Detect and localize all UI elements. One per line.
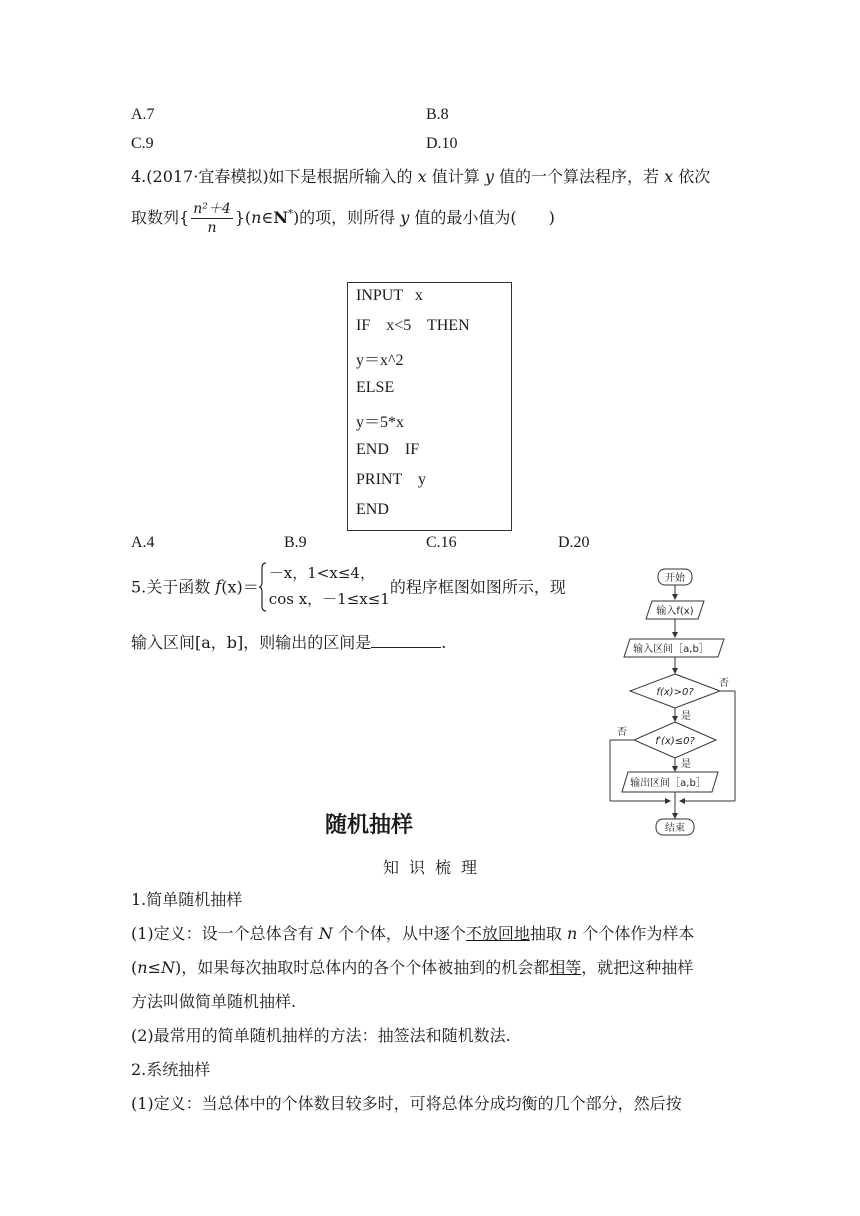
code-line: y＝x^2	[356, 352, 404, 369]
heading-systematic-sampling: 2.系统抽样	[131, 1060, 211, 1079]
q4-option-d: D.20	[558, 534, 590, 551]
code-line: END IF	[356, 441, 420, 458]
q5-stem-line1: 5.关于函数 f(x)＝ －x，1<x≤4， cos x，－1≤x≤1 的程序框图如图所示，现	[131, 560, 566, 612]
q5-stem-line2: 输入区间[a，b]，则输出的区间是 .	[131, 633, 447, 652]
code-line: PRINT y	[356, 471, 426, 488]
q4-stem-line1: 4.(2017·宜春模拟)如下是根据所输入的 x 值计算 y 值的一个算法程序，若 x 依次	[131, 167, 711, 186]
definition-line-3: 方法叫做简单随机抽样.	[131, 992, 297, 1011]
section-subtitle: 知识梳理	[383, 858, 488, 877]
code-line: IF x<5 THEN	[356, 317, 470, 334]
systematic-definition-line: (1)定义：当总体中的个体数目较多时，可将总体分成均衡的几个部分，然后按	[131, 1094, 682, 1113]
q4-option-c: C.16	[426, 534, 457, 551]
flow-no-1: 否	[719, 678, 729, 689]
flow-output-label: 输出区间［a,b］	[630, 778, 706, 789]
flow-no-2: 否	[617, 727, 627, 738]
flow-yes-1: 是	[681, 711, 691, 722]
q4-stem-line2: 取数列{ $\frac{\text{n²＋4}}{n}$ }(n∈N*)的项，则所得 y 值的最小值为( )	[131, 201, 555, 236]
flow-yes-2: 是	[681, 759, 691, 770]
q3-option-b: B.8	[426, 106, 449, 123]
q3-option-d: D.10	[426, 135, 458, 152]
flow-decision-1-label: f(x)>0?	[656, 687, 694, 698]
left-brace-icon	[259, 562, 267, 612]
q3-option-a: A.7	[131, 106, 155, 123]
sequence-fraction: $\frac{\text{n²＋4}}{n}$	[193, 201, 231, 236]
code-line: END	[356, 501, 389, 518]
flow-input-f-label: 输入f(x)	[656, 606, 694, 617]
flow-end-label: 结束	[665, 823, 685, 834]
q3-option-c: C.9	[131, 135, 154, 152]
q4-option-b: B.9	[284, 534, 307, 551]
code-line: y＝5*x	[356, 414, 405, 431]
answer-blank	[371, 633, 441, 648]
section-title: 随机抽样	[325, 813, 414, 838]
heading-simple-random-sampling: 1.简单随机抽样	[131, 890, 243, 909]
definition-line-1: (1)定义：设一个总体含有 N 个个体，从中逐个不放回地抽取 n 个个体作为样本	[131, 924, 695, 943]
algorithm-code-box	[347, 282, 512, 531]
q4-option-a: A.4	[131, 534, 155, 551]
code-line: ELSE	[356, 379, 395, 396]
piecewise-function: －x，1<x≤4， cos x，－1≤x≤1	[259, 560, 390, 612]
methods-line: (2)最常用的简单随机抽样的方法：抽签法和随机数法.	[131, 1026, 511, 1045]
definition-line-2: (n≤N)，如果每次抽取时总体内的各个个体被抽到的机会都相等，就把这种抽样	[131, 958, 694, 977]
flow-input-interval-label: 输入区间［a,b］	[633, 644, 709, 655]
flowchart	[600, 560, 750, 840]
code-line: INPUT x	[356, 287, 423, 304]
flow-decision-2-label: f′(x)≤0?	[655, 736, 695, 747]
flow-start-label: 开始	[665, 573, 685, 584]
